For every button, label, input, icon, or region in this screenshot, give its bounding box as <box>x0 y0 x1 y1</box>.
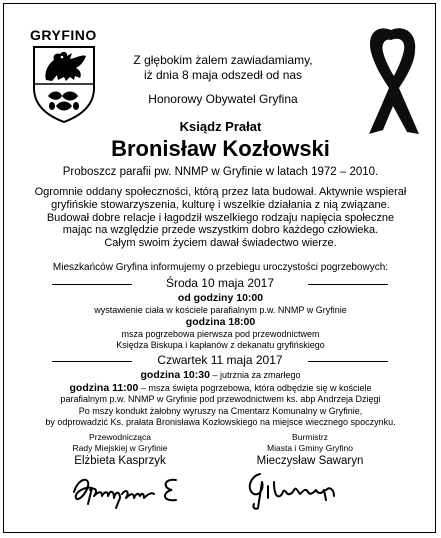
deceased-name: Bronisław Kozłowski <box>111 136 330 161</box>
day1-event1: wystawienie ciała w kościele parafialnym p.w. NNMP w Gryfinie <box>94 305 347 315</box>
deceased-role: Proboszcz parafii pw. NNMP w Gryfinie w latach 1972 – 2010. <box>62 166 379 178</box>
signature-left-icon <box>68 470 193 510</box>
divider <box>52 284 132 285</box>
day1-time2: godzina 18:00 <box>185 316 256 328</box>
signatory-role: Przewodnicząca <box>89 432 151 442</box>
tribute-line: Ogromnie oddany społeczności, którą przez lata budował. Aktywnie wspierał <box>34 186 407 198</box>
day2-event2-line: parafialnym p.w. NNMP w Gryfinie pod przewodnictwem ks. abp Andrzeja Dzięgi <box>60 394 381 404</box>
honor-title: Honorowy Obywatel Gryfina <box>148 92 298 106</box>
day1-time1: od godziny 10:00 <box>177 292 264 304</box>
notice-line: Z głębokim żalem zawiadamiamy, <box>133 53 313 67</box>
day2-event2-line: Po mszy kondukt żałobny wyruszy na Cmentarz Komunalny w Gryfinie, <box>78 405 363 416</box>
tribute-line: Całym swoim życiem dawał świadectwo wierze. <box>104 237 337 250</box>
day2-event2-line: by odprowadzić Ks. prałata Bronisława Kozłowskiego na miejsce wiecznego spoczynku. <box>45 417 396 427</box>
signatory-role: Miasta i Gminy Gryfino <box>267 442 353 453</box>
signatory-name-left: Elżbieta Kasprzyk <box>74 455 166 467</box>
signatory-role: Rady Miejskiej w Gryfinie <box>72 442 168 453</box>
signatory-role: Burmistrz <box>292 432 328 442</box>
coat-of-arms-icon <box>30 44 98 124</box>
city-name: GRYFINO <box>30 27 97 43</box>
day2-event1: – jutrznia za zmarłego <box>209 370 301 380</box>
day1-event2-line: msza pogrzebowa pierwsza pod przewodnictwem <box>121 329 320 339</box>
divider <box>308 284 388 285</box>
tribute-line: mając na względzie przede wszystkim dobro każdego człowieka. <box>62 224 379 237</box>
funeral-intro: Mieszkańców Gryfina informujemy o przebiegu uroczystości pogrzebowych: <box>52 262 389 273</box>
tribute-line: gryfińskie stowarzyszenia, kulturę i wszelkie działania z nią związane. <box>51 198 390 211</box>
divider <box>308 361 388 362</box>
day2-date: Czwartek 11 maja 2017 <box>157 353 283 367</box>
divider <box>52 361 132 362</box>
day2-time2: godzina 11:00 <box>69 382 139 394</box>
deceased-title: Ksiądz Prałat <box>179 119 262 134</box>
notice-line: iż dnia 8 maja odszedł od nas <box>143 68 303 82</box>
day2-event2-first: – msza święta pogrzebowa, która odbędzie się w kościele <box>138 383 372 393</box>
day2-time1: godzina 10:30 <box>140 369 210 381</box>
day1-date: Środa 10 maja 2017 <box>165 276 275 290</box>
tribute-line: Budował dobre relacje i łagodził wszelkiego rodzaju napięcia społeczne <box>46 211 395 224</box>
signatory-name-right: Mieczysław Sawaryn <box>256 455 364 467</box>
signature-right-icon <box>238 468 358 512</box>
day1-event2-line: Księdza Biskupa i kapłanów z dekanatu gryfińskiego <box>116 340 325 350</box>
